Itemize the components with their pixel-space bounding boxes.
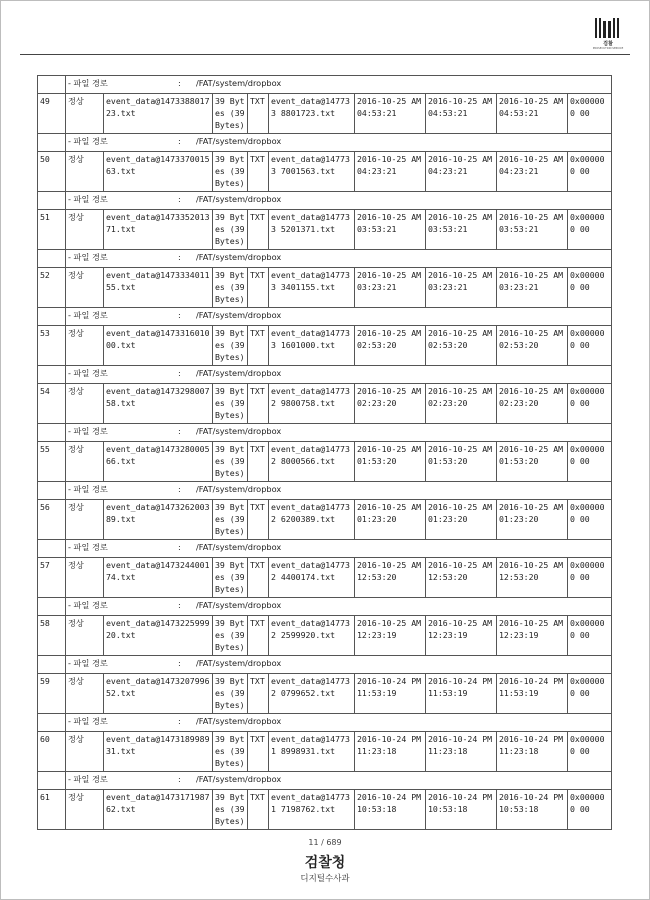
row-number-cell [38, 482, 66, 500]
file-log-table [37, 75, 612, 830]
logo-subtext: PROSECUTION SERVICE [592, 47, 624, 50]
row-number-cell: 53 [38, 326, 66, 366]
file-path-value: /FAT/system/dropbox [196, 774, 282, 784]
file-name-cell: event_data@1473171987 62.txt [104, 790, 213, 830]
file-size-cell: 39 Bytes (39 Bytes) [213, 326, 248, 366]
attribute-flag-cell: 0x000000 00 [568, 442, 612, 482]
logo-bars-icon [595, 18, 621, 38]
original-name-cell: event_data@147732 6200389.txt [269, 500, 355, 540]
file-type-cell: TXT [248, 268, 269, 308]
status-cell: 정상 [66, 732, 104, 772]
table-row [38, 790, 612, 830]
file-path-cell [66, 366, 612, 384]
file-path-value: /FAT/system/dropbox [196, 194, 282, 204]
status-cell: 정상 [66, 500, 104, 540]
original-name-cell: event_data@147732 8000566.txt [269, 442, 355, 482]
file-type-cell: TXT [248, 326, 269, 366]
attribute-flag-cell: 0x000000 00 [568, 790, 612, 830]
file-path-cell [66, 772, 612, 790]
file-path-label: - 파일 경로 [68, 484, 108, 494]
file-name-cell: event_data@1473352013 71.txt [104, 210, 213, 250]
row-number-cell [38, 250, 66, 268]
row-number-cell: 59 [38, 674, 66, 714]
header-divider [20, 54, 630, 55]
file-path-colon: : [178, 78, 181, 88]
file-type-cell: TXT [248, 384, 269, 424]
row-number-cell: 60 [38, 732, 66, 772]
original-name-cell: event_data@147732 4400174.txt [269, 558, 355, 598]
status-cell: 정상 [66, 442, 104, 482]
file-path-cell [66, 192, 612, 210]
table-row [38, 500, 612, 540]
accessed-time-cell: 2016-10-25 AM 02:53:20 [497, 326, 568, 366]
file-type-cell: TXT [248, 732, 269, 772]
modified-time-cell: 2016-10-25 AM 02:23:20 [426, 384, 497, 424]
path-row [38, 540, 612, 558]
table-row [38, 94, 612, 134]
path-row [38, 366, 612, 384]
original-name-cell: event_data@147733 8801723.txt [269, 94, 355, 134]
file-size-cell: 39 Bytes (39 Bytes) [213, 210, 248, 250]
file-path-value: /FAT/system/dropbox [196, 542, 282, 552]
file-name-cell: event_data@1473388017 23.txt [104, 94, 213, 134]
accessed-time-cell: 2016-10-24 PM 10:53:18 [497, 790, 568, 830]
file-type-cell: TXT [248, 152, 269, 192]
file-size-cell: 39 Bytes (39 Bytes) [213, 790, 248, 830]
attribute-flag-cell: 0x000000 00 [568, 210, 612, 250]
dept-name: 디지털수사과 [300, 874, 350, 884]
file-path-label: - 파일 경로 [68, 716, 108, 726]
status-cell: 정상 [66, 326, 104, 366]
row-number-cell [38, 308, 66, 326]
status-cell: 정상 [66, 210, 104, 250]
row-number-cell [38, 76, 66, 94]
row-number-cell [38, 540, 66, 558]
attribute-flag-cell: 0x000000 00 [568, 732, 612, 772]
created-time-cell: 2016-10-25 AM 04:23:21 [355, 152, 426, 192]
file-size-cell: 39 Bytes (39 Bytes) [213, 500, 248, 540]
row-number-cell [38, 598, 66, 616]
file-size-cell: 39 Bytes (39 Bytes) [213, 442, 248, 482]
file-path-value: /FAT/system/dropbox [196, 484, 282, 494]
created-time-cell: 2016-10-25 AM 12:23:19 [355, 616, 426, 656]
file-size-cell: 39 Bytes (39 Bytes) [213, 616, 248, 656]
file-path-value: /FAT/system/dropbox [196, 600, 282, 610]
row-number-cell: 50 [38, 152, 66, 192]
file-path-colon: : [178, 194, 181, 204]
path-row [38, 308, 612, 326]
file-path-colon: : [178, 426, 181, 436]
file-path-label: - 파일 경로 [68, 426, 108, 436]
file-name-cell: event_data@1473262003 89.txt [104, 500, 213, 540]
created-time-cell: 2016-10-25 AM 01:23:20 [355, 500, 426, 540]
file-path-cell [66, 424, 612, 442]
table-row [38, 616, 612, 656]
row-number-cell: 52 [38, 268, 66, 308]
file-path-cell [66, 482, 612, 500]
file-path-label: - 파일 경로 [68, 136, 108, 146]
file-path-label: - 파일 경로 [68, 774, 108, 784]
original-name-cell: event_data@147733 3401155.txt [269, 268, 355, 308]
status-cell: 정상 [66, 384, 104, 424]
created-time-cell: 2016-10-24 PM 11:23:18 [355, 732, 426, 772]
accessed-time-cell: 2016-10-25 AM 03:23:21 [497, 268, 568, 308]
created-time-cell: 2016-10-25 AM 12:53:20 [355, 558, 426, 598]
accessed-time-cell: 2016-10-25 AM 01:53:20 [497, 442, 568, 482]
table-row [38, 268, 612, 308]
original-name-cell: event_data@147733 5201371.txt [269, 210, 355, 250]
path-row [38, 76, 612, 94]
path-row [38, 192, 612, 210]
file-path-cell [66, 656, 612, 674]
file-name-cell: event_data@1473298007 58.txt [104, 384, 213, 424]
modified-time-cell: 2016-10-25 AM 04:53:21 [426, 94, 497, 134]
path-row [38, 250, 612, 268]
attribute-flag-cell: 0x000000 00 [568, 500, 612, 540]
file-name-cell: event_data@1473334011 55.txt [104, 268, 213, 308]
accessed-time-cell: 2016-10-24 PM 11:53:19 [497, 674, 568, 714]
attribute-flag-cell: 0x000000 00 [568, 616, 612, 656]
status-cell: 정상 [66, 268, 104, 308]
modified-time-cell: 2016-10-25 AM 01:53:20 [426, 442, 497, 482]
file-name-cell: event_data@1473316010 00.txt [104, 326, 213, 366]
file-path-label: - 파일 경로 [68, 600, 108, 610]
file-type-cell: TXT [248, 790, 269, 830]
row-number-cell: 58 [38, 616, 66, 656]
file-path-cell [66, 540, 612, 558]
file-name-cell: event_data@1473370015 63.txt [104, 152, 213, 192]
original-name-cell: event_data@147733 1601000.txt [269, 326, 355, 366]
row-number-cell [38, 192, 66, 210]
file-path-label: - 파일 경로 [68, 658, 108, 668]
created-time-cell: 2016-10-25 AM 04:53:21 [355, 94, 426, 134]
file-name-cell: event_data@1473244001 74.txt [104, 558, 213, 598]
row-number-cell [38, 772, 66, 790]
modified-time-cell: 2016-10-25 AM 03:23:21 [426, 268, 497, 308]
file-name-cell: event_data@1473207996 52.txt [104, 674, 213, 714]
file-path-label: - 파일 경로 [68, 368, 108, 378]
row-number-cell: 54 [38, 384, 66, 424]
file-path-colon: : [178, 774, 181, 784]
original-name-cell: event_data@147731 7198762.txt [269, 790, 355, 830]
modified-time-cell: 2016-10-25 AM 12:23:19 [426, 616, 497, 656]
row-number-cell: 51 [38, 210, 66, 250]
accessed-time-cell: 2016-10-25 AM 12:53:20 [497, 558, 568, 598]
file-log-body [38, 76, 612, 830]
file-path-label: - 파일 경로 [68, 252, 108, 262]
modified-time-cell: 2016-10-25 AM 12:53:20 [426, 558, 497, 598]
created-time-cell: 2016-10-25 AM 02:23:20 [355, 384, 426, 424]
original-name-cell: event_data@147732 0799652.txt [269, 674, 355, 714]
table-row [38, 384, 612, 424]
path-row [38, 424, 612, 442]
file-path-colon: : [178, 484, 181, 494]
table-row [38, 326, 612, 366]
path-row [38, 656, 612, 674]
path-row [38, 598, 612, 616]
file-path-value: /FAT/system/dropbox [196, 658, 282, 668]
attribute-flag-cell: 0x000000 00 [568, 384, 612, 424]
table-row [38, 674, 612, 714]
file-path-label: - 파일 경로 [68, 310, 108, 320]
file-path-label: - 파일 경로 [68, 78, 108, 88]
attribute-flag-cell: 0x000000 00 [568, 326, 612, 366]
file-size-cell: 39 Bytes (39 Bytes) [213, 558, 248, 598]
prosecution-logo [591, 18, 625, 52]
row-number-cell [38, 656, 66, 674]
row-number-cell [38, 714, 66, 732]
logo-text: 검찰 [603, 41, 613, 47]
path-row [38, 772, 612, 790]
status-cell: 정상 [66, 152, 104, 192]
original-name-cell: event_data@147732 9800758.txt [269, 384, 355, 424]
file-path-value: /FAT/system/dropbox [196, 78, 282, 88]
table-row [38, 732, 612, 772]
file-size-cell: 39 Bytes (39 Bytes) [213, 94, 248, 134]
file-path-colon: : [178, 716, 181, 726]
status-cell: 정상 [66, 790, 104, 830]
modified-time-cell: 2016-10-24 PM 10:53:18 [426, 790, 497, 830]
file-path-label: - 파일 경로 [68, 542, 108, 552]
table-row [38, 210, 612, 250]
modified-time-cell: 2016-10-25 AM 04:23:21 [426, 152, 497, 192]
attribute-flag-cell: 0x000000 00 [568, 674, 612, 714]
attribute-flag-cell: 0x000000 00 [568, 558, 612, 598]
accessed-time-cell: 2016-10-25 AM 02:23:20 [497, 384, 568, 424]
file-path-colon: : [178, 136, 181, 146]
created-time-cell: 2016-10-25 AM 01:53:20 [355, 442, 426, 482]
original-name-cell: event_data@147733 7001563.txt [269, 152, 355, 192]
original-name-cell: event_data@147732 2599920.txt [269, 616, 355, 656]
file-type-cell: TXT [248, 500, 269, 540]
file-type-cell: TXT [248, 94, 269, 134]
modified-time-cell: 2016-10-24 PM 11:53:19 [426, 674, 497, 714]
status-cell: 정상 [66, 674, 104, 714]
file-path-colon: : [178, 542, 181, 552]
file-type-cell: TXT [248, 674, 269, 714]
modified-time-cell: 2016-10-25 AM 01:23:20 [426, 500, 497, 540]
file-path-value: /FAT/system/dropbox [196, 426, 282, 436]
created-time-cell: 2016-10-25 AM 03:23:21 [355, 268, 426, 308]
row-number-cell: 57 [38, 558, 66, 598]
file-path-value: /FAT/system/dropbox [196, 252, 282, 262]
row-number-cell: 61 [38, 790, 66, 830]
status-cell: 정상 [66, 94, 104, 134]
modified-time-cell: 2016-10-25 AM 03:53:21 [426, 210, 497, 250]
accessed-time-cell: 2016-10-25 AM 04:23:21 [497, 152, 568, 192]
file-path-value: /FAT/system/dropbox [196, 368, 282, 378]
file-size-cell: 39 Bytes (39 Bytes) [213, 268, 248, 308]
modified-time-cell: 2016-10-24 PM 11:23:18 [426, 732, 497, 772]
row-number-cell: 55 [38, 442, 66, 482]
row-number-cell: 49 [38, 94, 66, 134]
file-type-cell: TXT [248, 210, 269, 250]
original-name-cell: event_data@147731 8998931.txt [269, 732, 355, 772]
accessed-time-cell: 2016-10-25 AM 04:53:21 [497, 94, 568, 134]
created-time-cell: 2016-10-24 PM 11:53:19 [355, 674, 426, 714]
created-time-cell: 2016-10-25 AM 03:53:21 [355, 210, 426, 250]
file-size-cell: 39 Bytes (39 Bytes) [213, 732, 248, 772]
file-size-cell: 39 Bytes (39 Bytes) [213, 384, 248, 424]
file-path-colon: : [178, 368, 181, 378]
status-cell: 정상 [66, 616, 104, 656]
created-time-cell: 2016-10-24 PM 10:53:18 [355, 790, 426, 830]
row-number-cell [38, 366, 66, 384]
table-row [38, 558, 612, 598]
accessed-time-cell: 2016-10-24 PM 11:23:18 [497, 732, 568, 772]
file-path-label: - 파일 경로 [68, 194, 108, 204]
file-path-colon: : [178, 252, 181, 262]
attribute-flag-cell: 0x000000 00 [568, 152, 612, 192]
file-type-cell: TXT [248, 616, 269, 656]
file-name-cell: event_data@1473189989 31.txt [104, 732, 213, 772]
file-path-cell [66, 250, 612, 268]
row-number-cell [38, 134, 66, 152]
file-path-cell [66, 76, 612, 94]
file-path-cell [66, 308, 612, 326]
created-time-cell: 2016-10-25 AM 02:53:20 [355, 326, 426, 366]
file-path-value: /FAT/system/dropbox [196, 136, 282, 146]
file-path-colon: : [178, 658, 181, 668]
file-type-cell: TXT [248, 442, 269, 482]
accessed-time-cell: 2016-10-25 AM 12:23:19 [497, 616, 568, 656]
file-type-cell: TXT [248, 558, 269, 598]
file-path-colon: : [178, 600, 181, 610]
path-row [38, 714, 612, 732]
file-size-cell: 39 Bytes (39 Bytes) [213, 674, 248, 714]
file-path-colon: : [178, 310, 181, 320]
table-row [38, 152, 612, 192]
path-row [38, 134, 612, 152]
file-path-cell [66, 714, 612, 732]
file-path-value: /FAT/system/dropbox [196, 716, 282, 726]
file-name-cell: event_data@1473280005 66.txt [104, 442, 213, 482]
table-row [38, 442, 612, 482]
page-number: 11 / 689 [308, 838, 342, 847]
accessed-time-cell: 2016-10-25 AM 01:23:20 [497, 500, 568, 540]
file-size-cell: 39 Bytes (39 Bytes) [213, 152, 248, 192]
file-name-cell: event_data@1473225999 20.txt [104, 616, 213, 656]
attribute-flag-cell: 0x000000 00 [568, 268, 612, 308]
row-number-cell [38, 424, 66, 442]
file-path-cell [66, 134, 612, 152]
status-cell: 정상 [66, 558, 104, 598]
file-path-cell [66, 598, 612, 616]
org-name: 검찰청 [304, 855, 346, 871]
attribute-flag-cell: 0x000000 00 [568, 94, 612, 134]
modified-time-cell: 2016-10-25 AM 02:53:20 [426, 326, 497, 366]
file-path-value: /FAT/system/dropbox [196, 310, 282, 320]
accessed-time-cell: 2016-10-25 AM 03:53:21 [497, 210, 568, 250]
row-number-cell: 56 [38, 500, 66, 540]
path-row [38, 482, 612, 500]
